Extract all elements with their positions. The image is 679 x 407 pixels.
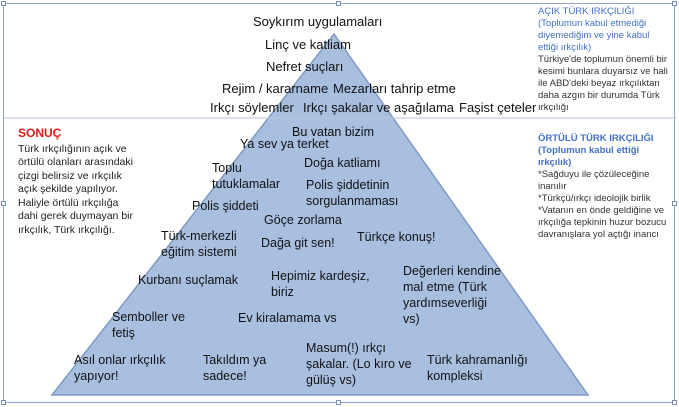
covert-item: Kurbanı suçlamak (138, 273, 239, 287)
level-racist-rhetoric: Irkçı söylemler (210, 100, 294, 115)
level-lynching: Linç ve katliam (265, 37, 351, 52)
conclusion-body: Türk ırkçılığının açık ve örtülü olanları arasındaki çizgi belirsiz ve ırkçılık açık şekilde yapılıyor. Haliyle örtülü ırkçılığa dahi gerek duymayan bir ırkçılık, Türk ırkçılığı. (18, 142, 133, 236)
level-grave-destruction: Mezarları tahrip etme (333, 81, 456, 96)
level-fascist-gangs: Faşist çeteler (459, 100, 537, 115)
covert-item: Hepimiz kardeşiz, biriz (271, 269, 370, 299)
covert-item: Değerleri kendine mal etme (Türk yardımseverliği vs) (403, 264, 501, 326)
covert-racism-item: *Türkçü/ırkçı ideolojik birlik (538, 193, 651, 204)
covert-item: Toplu tutuklamalar (212, 161, 281, 191)
covert-item: Semboller ve fetiş (112, 310, 185, 340)
overt-racism-note (538, 6, 668, 114)
covert-item: Dağa git sen! (261, 236, 335, 250)
covert-item: Türk-merkezli eğitim sistemi (161, 229, 237, 259)
covert-item: Ev kiralamama vs (238, 311, 337, 325)
overt-racism-title: AÇIK TÜRK IRKÇILIĞI (Toplumun kabul etmediği diyemediğim ve yine kabul ettiği ırkçılık) (538, 6, 650, 53)
covert-racism-title: ÖRTÜLÜ TÜRK IRKÇILIĞI (Toplumun kabul ettiği ırkçılık) (538, 133, 654, 168)
covert-item: Masum(!) ırkçı şakalar. (Lo kıro ve gülüş vs) (306, 341, 412, 387)
covert-item: Polis şiddetinin sorgulanmaması (306, 178, 399, 208)
level-regime-decree: Rejim / kararname (222, 81, 329, 96)
level-genocide: Soykırım uygulamaları (253, 14, 383, 29)
covert-item: Bu vatan bizim (292, 125, 374, 139)
level-hate-crimes: Nefret suçları (266, 59, 344, 74)
covert-item: Doğa katliamı (304, 156, 381, 170)
covert-racism-item: *Sağduyu ile çözüleceğine inanılır (538, 169, 650, 192)
covert-item: Polis şiddeti (192, 199, 259, 213)
covert-item: Türk kahramanlığı kompleksi (427, 353, 528, 383)
overt-racism-body: Türkiye'de toplumun önemli bir kesimi bunlara duyarsız ve hali ile ABD'deki beyaz ırkçılıktan daha azgın bir durumda Türk ırkçılığı (538, 54, 668, 113)
covert-item: Göçe zorlama (264, 213, 342, 227)
covert-racism-item: *Vatanın en önde geldiğine ve ırkçılığa tepkinin huzur bozucu davranışlara yol açtığı inancı (538, 205, 667, 240)
conclusion-title: SONUÇ (18, 126, 62, 140)
level-racist-jokes: Irkçı şakalar ve aşağılama (303, 100, 455, 115)
covert-item: Türkçe konuş! (357, 230, 436, 244)
conclusion-box (18, 127, 138, 237)
covert-item: Asıl onlar ırkçılık yapıyor! (74, 353, 166, 383)
covert-item: Takıldım ya sadece! (203, 353, 267, 383)
covert-item: Ya sev ya terket (240, 137, 329, 151)
covert-racism-note (538, 133, 668, 241)
